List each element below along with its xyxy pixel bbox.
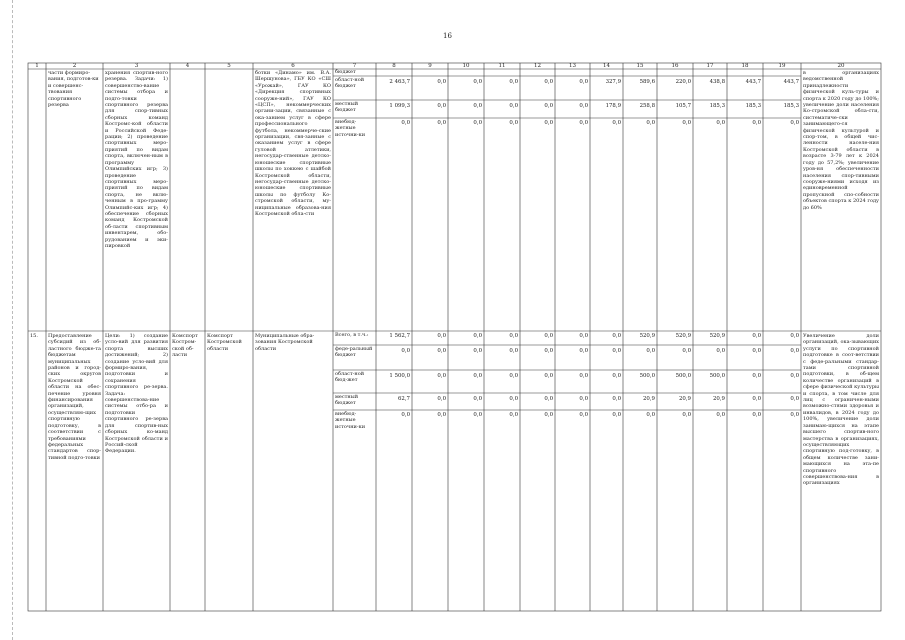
value-cell: 0,0: [473, 79, 482, 85]
value-cell: 0,0: [437, 79, 446, 85]
value-cell: 0,0: [646, 120, 655, 126]
value-cell: 1 500,0: [389, 373, 410, 379]
value-cell: 0,0: [473, 373, 482, 379]
source-label: област-ной бюджет: [335, 77, 365, 90]
value-cell: 20,9: [678, 396, 691, 402]
header-col-19: 19: [778, 63, 786, 69]
value-cell: 0,0: [752, 120, 761, 126]
value-cell: 0,0: [682, 412, 691, 418]
header-col-10: 10: [462, 63, 470, 69]
value-cell: 0,0: [612, 373, 621, 379]
value-cell: 443,7: [783, 79, 799, 85]
source-label: област-ной бюд-жет: [335, 371, 365, 384]
value-cell: 0,0: [752, 333, 761, 339]
value-cell: 0,0: [646, 412, 655, 418]
value-cell: 0,0: [682, 120, 691, 126]
source-label: бюджет: [335, 69, 356, 75]
source-label: Всего, в т.ч.:: [335, 332, 369, 338]
value-cell: 0,0: [401, 412, 410, 418]
value-cell: 0,0: [473, 348, 482, 354]
value-cell: 0,0: [509, 333, 518, 339]
header-col-14: 14: [603, 63, 610, 69]
value-cell: 2 463,7: [389, 79, 410, 85]
value-cell: 0,0: [544, 333, 553, 339]
value-cell: 20,9: [712, 396, 725, 402]
header-col-2: 2: [72, 63, 77, 69]
header-col-1: 1: [35, 63, 39, 69]
value-cell: 443,7: [745, 79, 761, 85]
value-cell: 0,0: [579, 373, 588, 379]
value-cell: 0,0: [682, 348, 691, 354]
header-col-3: 3: [134, 63, 139, 69]
value-cell: 220,0: [675, 79, 691, 85]
row-number: 15.: [30, 333, 38, 339]
value-cell: 0,0: [473, 333, 482, 339]
value-cell: 0,0: [579, 103, 588, 109]
value-cell: 0,0: [579, 396, 588, 402]
header-col-7: 7: [352, 63, 357, 69]
value-cell: 62,7: [397, 396, 410, 402]
header-col-17: 17: [706, 63, 714, 69]
value-cell: 0,0: [716, 348, 725, 354]
value-cell: 1 562,7: [389, 333, 410, 339]
value-cell: 0,0: [646, 348, 655, 354]
value-cell: 0,0: [544, 103, 553, 109]
header-col-15: 15: [636, 63, 644, 69]
value-cell: 500,0: [709, 373, 725, 379]
value-cell: 0,0: [544, 412, 553, 418]
row-b-name: Предоставление субсидий из об-ластного бюдже-та бюджетам муниципальных районов и город-ских округов Костромской области на обес-печение уровня финансирования организаций, осуществляю-щих спортивную подготовку, в соответствии с требованиями федеральных стандартов спор-тивной подго-товки: [48, 333, 101, 461]
value-cell: 0,0: [790, 373, 799, 379]
value-cell: 0,0: [579, 333, 588, 339]
value-cell: 0,0: [544, 79, 553, 85]
source-label: местный бюджет: [335, 101, 359, 114]
value-cell: 0,0: [473, 396, 482, 402]
value-cell: 0,0: [437, 396, 446, 402]
value-cell: 0,0: [473, 412, 482, 418]
source-label: внебюд-жетные источни-ки: [335, 411, 366, 430]
row-b-indicators: Увеличение доли организаций, ока-зывающих услуги по спортивной подготовке в соот-ветствии с феде-ральными стандар-тами спортивной подготовки, в об-щем количестве организаций в сфере физической культуры и спорта, в том числе для лиц с ограничен-ными возможно-стями здоровья и инвалидов, в 2024 году до 100%, увеличение доли занимаю-щихся на этапе высшего спортив-ного мастерства в организациях, осуществляющих спортивную под-готовку, в общем количестве зани-мающихся на эта-пе спортивного совершенствова-ния в организациях: [803, 333, 879, 487]
value-cell: 0,0: [437, 348, 446, 354]
header-col-13: 13: [569, 63, 576, 69]
header-col-18: 18: [741, 63, 749, 69]
row-b-executor: Комспорт Костром-ской об-ласти: [172, 333, 198, 359]
value-cell: 0,0: [509, 103, 518, 109]
header-col-16: 16: [671, 63, 679, 69]
value-cell: 0,0: [752, 348, 761, 354]
value-cell: 589,6: [639, 79, 655, 85]
value-cell: 0,0: [437, 373, 446, 379]
source-label: внебюд-жетные источни-ки: [335, 119, 366, 138]
value-cell: 0,0: [509, 79, 518, 85]
row-b-coexecutor: Комспорт Костромской области: [207, 333, 242, 352]
value-cell: 520,9: [709, 333, 725, 339]
value-cell: 105,7: [675, 103, 691, 109]
value-cell: 0,0: [752, 412, 761, 418]
value-cell: 0,0: [401, 120, 410, 126]
value-cell: 0,0: [612, 412, 621, 418]
value-cell: 0,0: [790, 348, 799, 354]
header-col-9: 9: [428, 63, 432, 69]
value-cell: 438,8: [709, 79, 725, 85]
page-number: 16: [443, 32, 452, 40]
row-b-goals: Цели: 1) создание усло-вий для развития спорта высших достижений; 2) создание усло-вий для формиро-вания, подготовки и сохранения спортивного ре-зерва. Задача: совершенствова-ние системы отбо-ра и подготовки спортивного ре-зерва для спортив-ных сборных ко-манд Костромской области и Россий-ской Федерации.: [105, 333, 168, 455]
value-cell: 185,3: [783, 103, 799, 109]
value-cell: 0,0: [437, 333, 446, 339]
value-cell: 178,9: [605, 103, 621, 109]
row-a-name: части формиро-вания, подготов-ки и совершенс-твования спортивного резерва: [48, 70, 99, 109]
value-cell: 520,9: [675, 333, 691, 339]
header-col-4: 4: [185, 63, 190, 69]
value-cell: 0,0: [401, 348, 410, 354]
value-cell: 500,0: [639, 373, 655, 379]
value-cell: 500,0: [675, 373, 691, 379]
header-col-6: 6: [291, 63, 295, 69]
value-cell: 185,3: [745, 103, 761, 109]
value-cell: 258,8: [639, 103, 655, 109]
source-label: феде-ральный бюджет: [335, 346, 373, 359]
value-cell: 0,0: [579, 348, 588, 354]
value-cell: 20,9: [642, 396, 655, 402]
value-cell: 0,0: [509, 348, 518, 354]
value-cell: 0,0: [752, 396, 761, 402]
value-cell: 185,3: [709, 103, 725, 109]
value-cell: 0,0: [437, 120, 446, 126]
value-cell: 1 099,3: [389, 103, 410, 109]
value-cell: 0,0: [790, 412, 799, 418]
value-cell: 0,0: [544, 120, 553, 126]
row-a-indicators: в организациях ведомственной принадлежности физической куль-туры и спорта к 2020 году до 100%; увеличение доли населения Ко-стромской обла-сти, систематиче-ски занимающего-ся физической культурой и спор-том, в общей чис-ленности населе-ния Костромской области в возрасте 3-79 лет к 2024 году до 57,2%; увеличение уров-ня обеспеченности населения спор-тивными сооруже-ниями исходя из единовременной пропускной спо-собности объектов спорта к 2024 году до 60%: [803, 70, 879, 211]
row-a-participants: ботки «Динамо» им. В.А. Шершунова», ГБУ КО «СШ «Урожай», ГАУ КО «Дирекция спортивных сооруже-ний», ГАУ КО «ЦСП», некоммерческих органи-зации, связанные с ока-занием услуг в сфере профессионального футбола, некоммерче-ские организации, свя-занные с оказанием услуг в сфере гуловой атлетики, негосудар-ственные детско-юношеские спортивные школы по хоккею с шайбой Костромской области, негосудар-ственные детско-юношеские спортивные школы по футболу Ко-стромской области, му-ниципальные образова-ния Костромской обла-сти: [255, 70, 331, 217]
value-cell: 0,0: [544, 348, 553, 354]
header-col-8: 8: [392, 63, 396, 69]
value-cell: 0,0: [509, 412, 518, 418]
value-cell: 0,0: [473, 120, 482, 126]
value-cell: 0,0: [790, 333, 799, 339]
value-cell: 0,0: [790, 120, 799, 126]
value-cell: 0,0: [716, 120, 725, 126]
value-cell: 0,0: [612, 120, 621, 126]
value-cell: 327,9: [605, 79, 621, 85]
header-col-11: 11: [498, 63, 506, 69]
value-cell: 0,0: [579, 412, 588, 418]
header-col-12: 12: [534, 63, 541, 69]
value-cell: 0,0: [612, 348, 621, 354]
value-cell: 0,0: [790, 396, 799, 402]
header-col-5: 5: [227, 63, 231, 69]
value-cell: 0,0: [612, 333, 621, 339]
value-cell: 0,0: [752, 373, 761, 379]
value-cell: 0,0: [437, 103, 446, 109]
value-cell: 0,0: [544, 373, 553, 379]
row-a-goals: хранения спортив-ного резерва. Задачи: 1) совершенство-вание системы отбора и подго-товки спортивного резерва для спор-тивных сборных команд Костромс-кой области и Российской Феде-рации; 2) проведение спортивных меро-приятий по видам спорта, включен-ным в программу Олимпийских игр; 3) проведение спортивных меро-приятий по видам спорта, не вклю-ченным в про-грамму Олимпийс-ких игр; 4) обеспечение сборных команд Костромской об-ласти спортивным инвентарем, обо-рудованием и эки-пировкой: [105, 70, 168, 249]
source-label: местный бюджет: [335, 394, 359, 407]
value-cell: 0,0: [579, 79, 588, 85]
value-cell: 0,0: [544, 396, 553, 402]
value-cell: 520,9: [639, 333, 655, 339]
row-b-participants: Муниципальные обра-зования Костромской области: [255, 333, 315, 352]
value-cell: 0,0: [612, 396, 621, 402]
value-cell: 0,0: [716, 412, 725, 418]
value-cell: 0,0: [509, 373, 518, 379]
value-cell: 0,0: [473, 103, 482, 109]
value-cell: 0,0: [579, 120, 588, 126]
header-col-20: 20: [837, 63, 845, 69]
value-cell: 0,0: [437, 412, 446, 418]
value-cell: 0,0: [509, 396, 518, 402]
value-cell: 0,0: [509, 120, 518, 126]
